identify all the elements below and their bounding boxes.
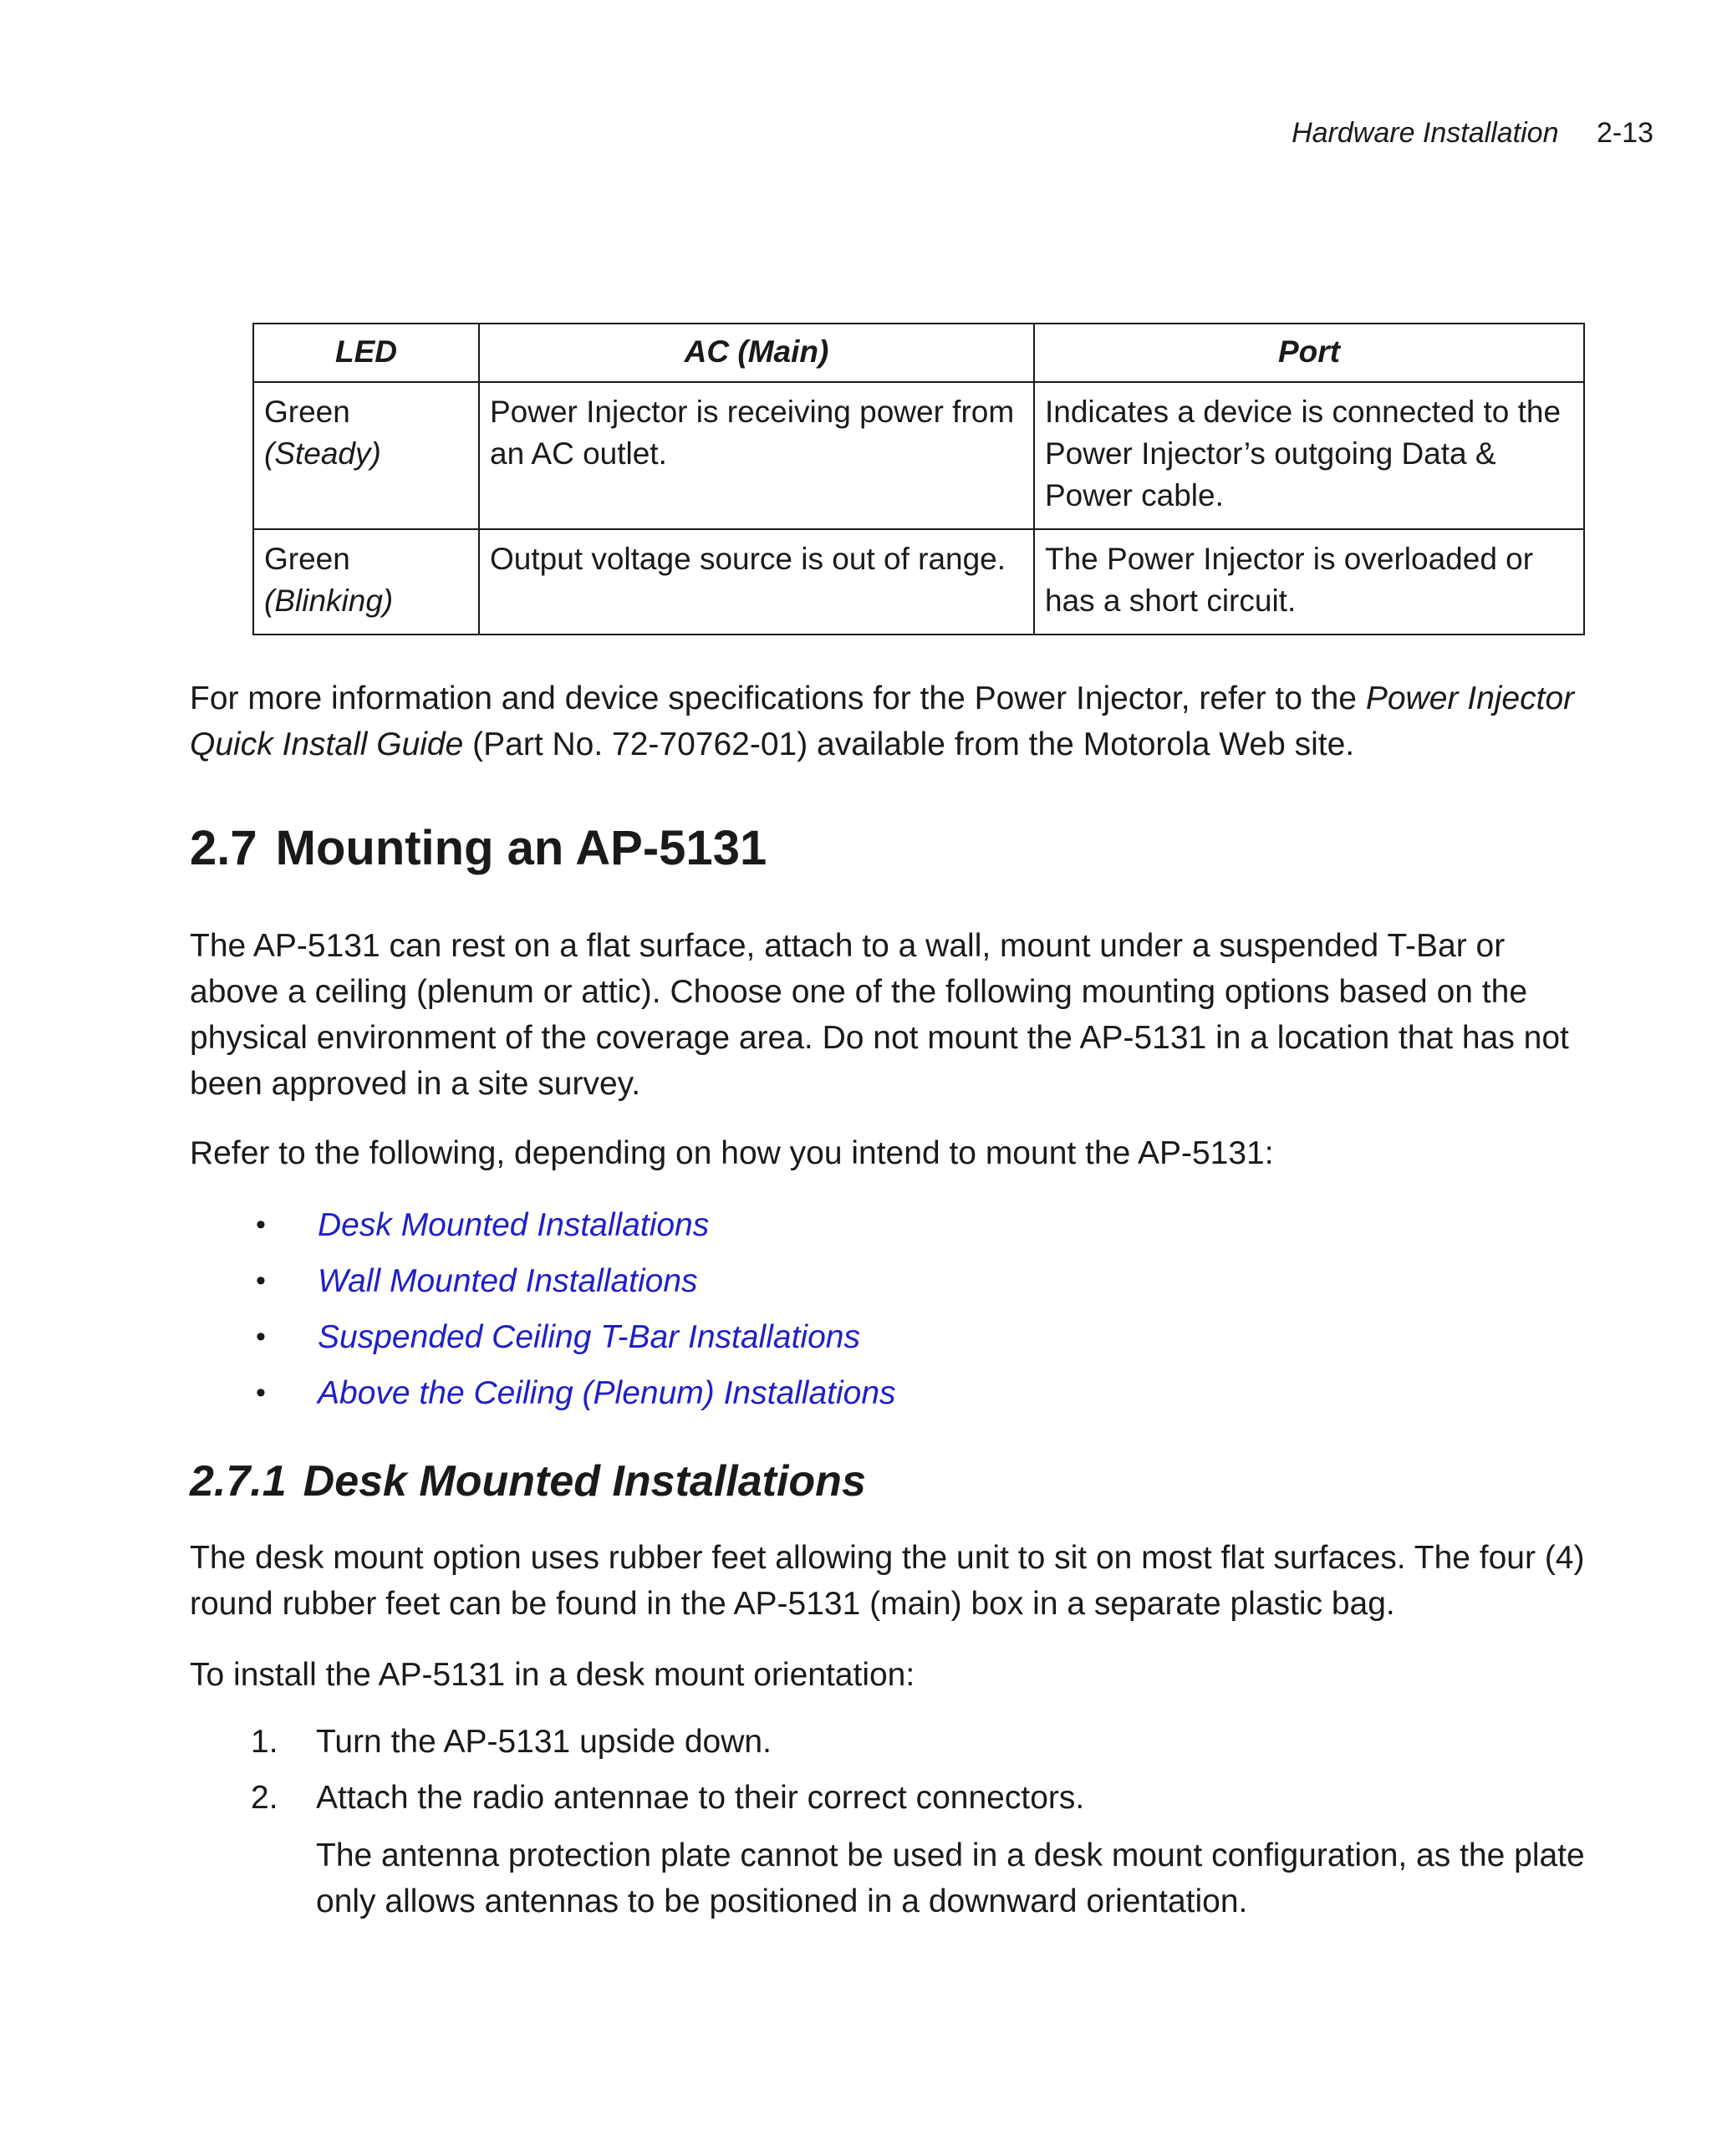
table-cell-ac-main: Output voltage source is out of range. <box>479 529 1034 635</box>
section-number: 2.7 <box>190 821 257 875</box>
bullet-icon: • <box>256 1209 266 1241</box>
install-steps-list <box>251 1719 1597 1934</box>
step-text: Attach the radio antennae to their correct connectors. <box>316 1780 1085 1816</box>
table-header-ac-main: AC (Main) <box>479 324 1034 382</box>
bullet-icon: • <box>256 1321 266 1353</box>
subsection-heading <box>190 1455 866 1508</box>
table-cell-port: The Power Injector is overloaded or has a short circuit. <box>1034 529 1584 635</box>
mounting-intro-paragraph: The AP-5131 can rest on a flat surface, attach to a wall, mount under a suspended T-Bar or above a ceiling (plenum or attic). Choose one of the following mounting options based on the physical environment of the coverage area. Do not mount the AP-5131 in a location that has not been approved in a site survey. <box>190 928 1569 1102</box>
link-suspended-ceiling[interactable]: Suspended Ceiling T-Bar Installations <box>318 1319 860 1355</box>
bullet-icon: • <box>256 1377 266 1409</box>
led-state: (Blinking) <box>264 584 394 618</box>
table-cell-port: Indicates a device is connected to the Power Injector’s outgoing Data & Power cable. <box>1034 382 1584 529</box>
subsection-title: Desk Mounted Installations <box>303 1457 866 1506</box>
step-number: 2. <box>251 1780 278 1816</box>
table-row <box>253 529 1584 635</box>
mounting-options-list <box>251 1197 896 1421</box>
page-number: 2-13 <box>1596 117 1653 149</box>
steps-lead-paragraph: To install the AP-5131 in a desk mount orientation: <box>190 1657 915 1693</box>
table-header-port: Port <box>1034 324 1584 382</box>
led-color: Green <box>264 542 350 576</box>
table-cell-led <box>253 382 479 529</box>
running-header-section: Hardware Installation <box>1292 117 1559 149</box>
more-info-lead: For more information and device specifications for the Power Injector, refer to the <box>190 680 1358 716</box>
step-text: Turn the AP-5131 upside down. <box>316 1724 772 1760</box>
step-note: The antenna protection plate cannot be used in a desk mount configuration, as the plate only allows antennas to be positioned in a downward orientation. <box>316 1837 1585 1919</box>
list-item <box>251 1775 1597 1924</box>
table-cell-ac-main: Power Injector is receiving power from an AC outlet. <box>479 382 1034 529</box>
led-state: (Steady) <box>264 436 381 471</box>
table-cell-led <box>253 529 479 635</box>
list-item <box>251 1309 896 1365</box>
led-status-table <box>252 323 1585 635</box>
step-number: 1. <box>251 1724 278 1760</box>
bullet-icon: • <box>256 1265 266 1297</box>
led-color: Green <box>264 395 350 429</box>
more-info-paragraph <box>190 675 1594 767</box>
link-above-ceiling[interactable]: Above the Ceiling (Plenum) Installations <box>318 1375 896 1411</box>
link-desk-mounted[interactable]: Desk Mounted Installations <box>318 1207 710 1243</box>
refer-paragraph: Refer to the following, depending on how you intend to mount the AP-5131: <box>190 1135 1274 1171</box>
list-item <box>251 1197 896 1253</box>
table-header-row <box>253 324 1584 382</box>
desk-mount-intro-paragraph: The desk mount option uses rubber feet allowing the unit to sit on most flat surfaces. The four (4) round rubber feet can be found in the AP-5131 (main) box in a separate plastic bag. <box>190 1540 1585 1622</box>
list-item <box>251 1719 1597 1765</box>
subsection-number: 2.7.1 <box>190 1457 287 1506</box>
link-wall-mounted[interactable]: Wall Mounted Installations <box>318 1263 698 1299</box>
section-heading <box>190 819 767 878</box>
list-item <box>251 1365 896 1421</box>
section-title: Mounting an AP-5131 <box>275 821 767 875</box>
table-header-led: LED <box>253 324 479 382</box>
guide-title: Power Injector Quick Install Guide <box>190 680 1575 762</box>
more-info-tail: (Part No. 72-70762-01) available from the Motorola Web site. <box>472 726 1355 762</box>
running-header <box>1292 117 1653 150</box>
list-item <box>251 1253 896 1309</box>
table-row <box>253 382 1584 529</box>
